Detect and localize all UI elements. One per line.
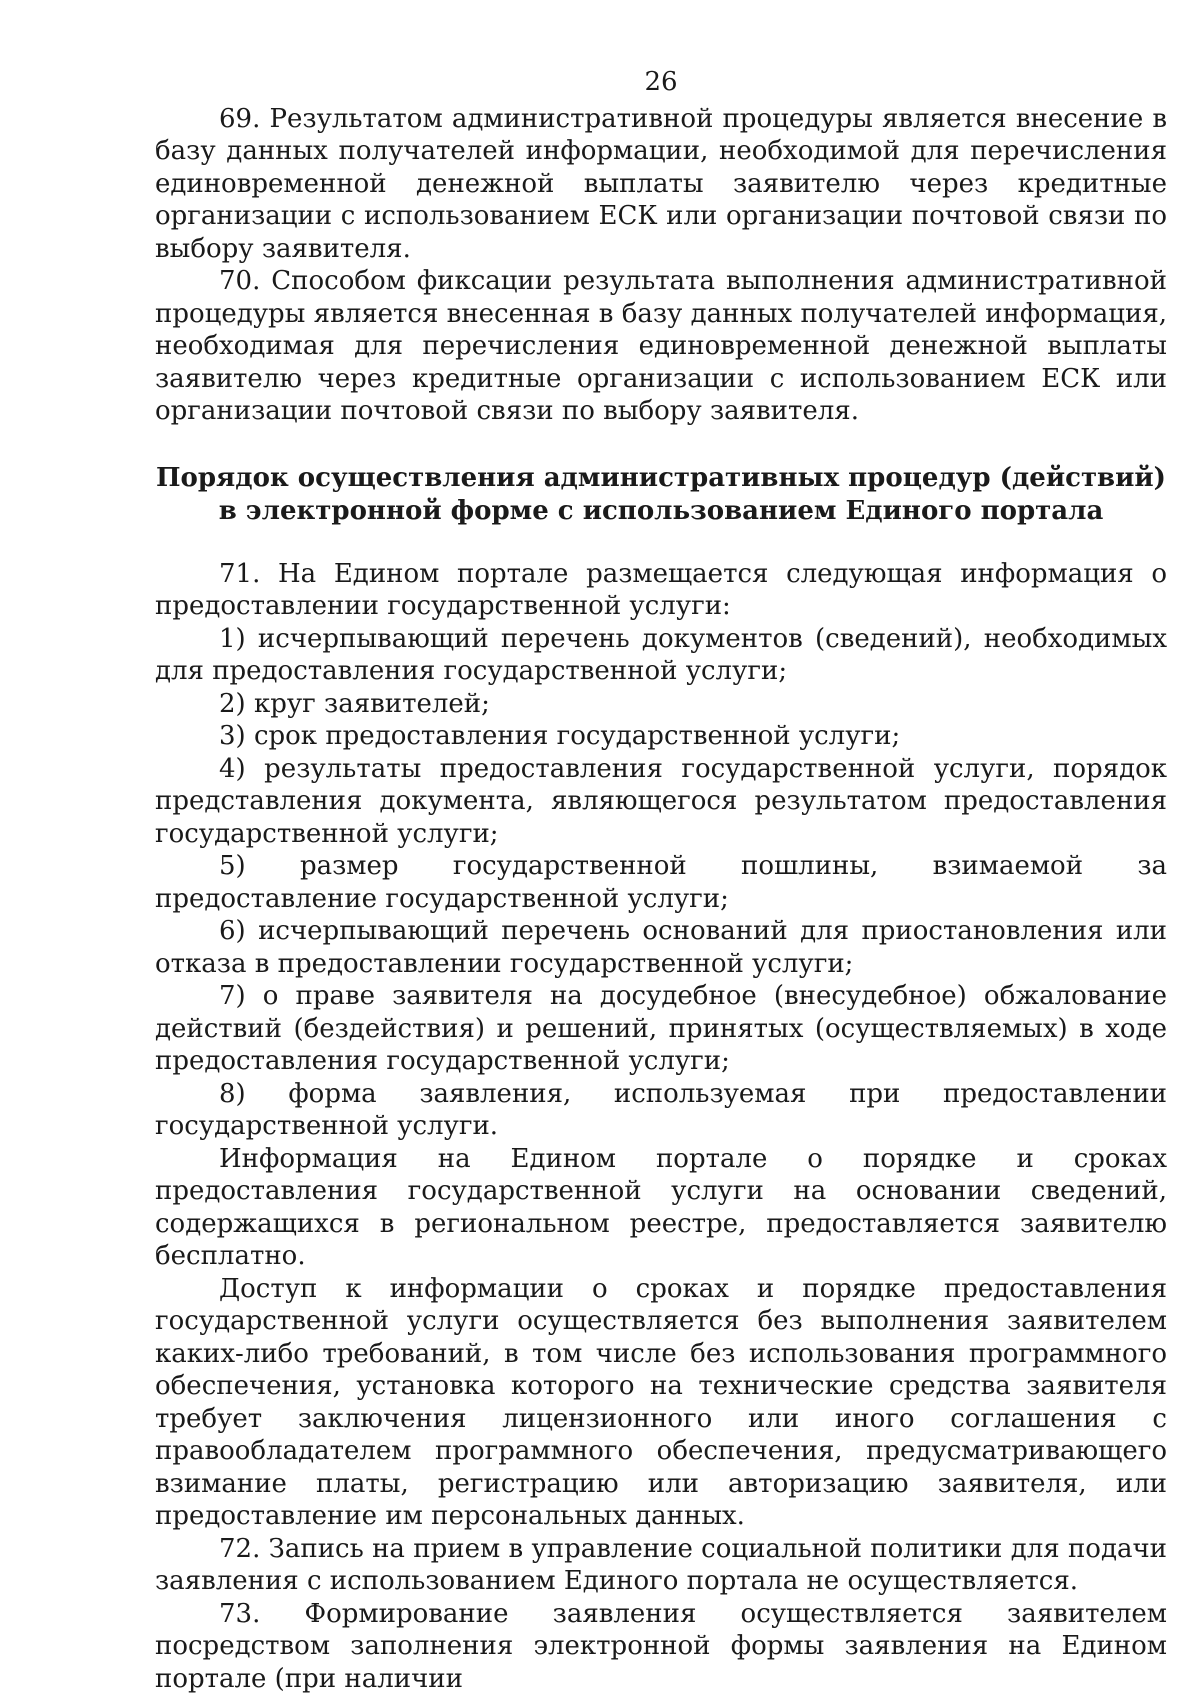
document-page xyxy=(155,66,1167,1695)
section-heading xyxy=(155,462,1167,528)
page-number: 26 xyxy=(644,67,678,97)
list-item-4: 4) результаты предоставления государственной услуги, порядок представления документа, являющегося результатом предоставления государственной услуги; xyxy=(155,753,1167,849)
paragraph-69: 69. Результатом административной процедуры является внесение в базу данных получателей информации, необходимой для перечисления единовременной денежной выплаты заявителю через кредитные организации с использованием ЕСК или организации почтовой связи по выбору заявителя. xyxy=(155,103,1167,264)
paragraph-71: 71. На Едином портале размещается следующая информация о предоставлении государственной услуги: xyxy=(155,558,1167,621)
list-item-8: 8) форма заявления, используемая при предоставлении государственной услуги. xyxy=(155,1078,1167,1141)
section-heading-line-1: Порядок осуществления административных процедур (действий) xyxy=(155,462,1166,493)
list-item-6: 6) исчерпывающий перечень оснований для приостановления или отказа в предоставлении государственной услуги; xyxy=(155,916,1167,979)
list-item-3: 3) срок предоставления государственной услуги; xyxy=(219,721,901,751)
list-item-2: 2) круг заявителей; xyxy=(219,688,490,719)
paragraph-70: 70. Способом фиксации результата выполнения административной процедуры является внесенная в базу данных получателей информация, необходимая для перечисления единовременной денежной выплаты заявителю через кредитные организации с использованием ЕСК или организации почтовой связи по выбору заявителя. xyxy=(155,266,1167,426)
list-item-7: 7) о праве заявителя на досудебное (внесудебное) обжалование действий (бездействия) и решений, принятых (осуществляемых) в ходе предоставления государственной услуги; xyxy=(155,981,1167,1076)
paragraph-72: 72. Запись на прием в управление социальной политики для подачи заявления с использованием Единого портала не осуществляется. xyxy=(155,1533,1167,1596)
paragraph-73: 73. Формирование заявления осуществляется заявителем посредством заполнения электронной формы заявления на Едином портале (при наличии xyxy=(155,1598,1167,1694)
paragraph-info-free: Информация на Едином портале о порядке и сроках предоставления государственной услуги на основании сведений, содержащихся в региональном реестре, предоставляется заявителю бесплатно. xyxy=(155,1143,1167,1271)
list-item-5: 5) размер государственной пошлины, взимаемой за предоставление государственной услуги; xyxy=(155,851,1167,914)
paragraph-access: Доступ к информации о сроках и порядке предоставления государственной услуги осуществляется без выполнения заявителем каких-либо требований, в том числе без использования программного обеспечения, установка которого на технические средства заявителя требует заключения лицензионного или иного соглашения с правообладателем программного обеспечения, предусматривающего взимание платы, регистрацию или авторизацию заявителя, или предоставление им персональных данных. xyxy=(155,1273,1167,1531)
section-heading-line-2: в электронной форме с использованием Единого портала xyxy=(218,495,1104,526)
list-item-1: 1) исчерпывающий перечень документов (сведений), необходимых для предоставления государственной услуги; xyxy=(155,623,1167,686)
